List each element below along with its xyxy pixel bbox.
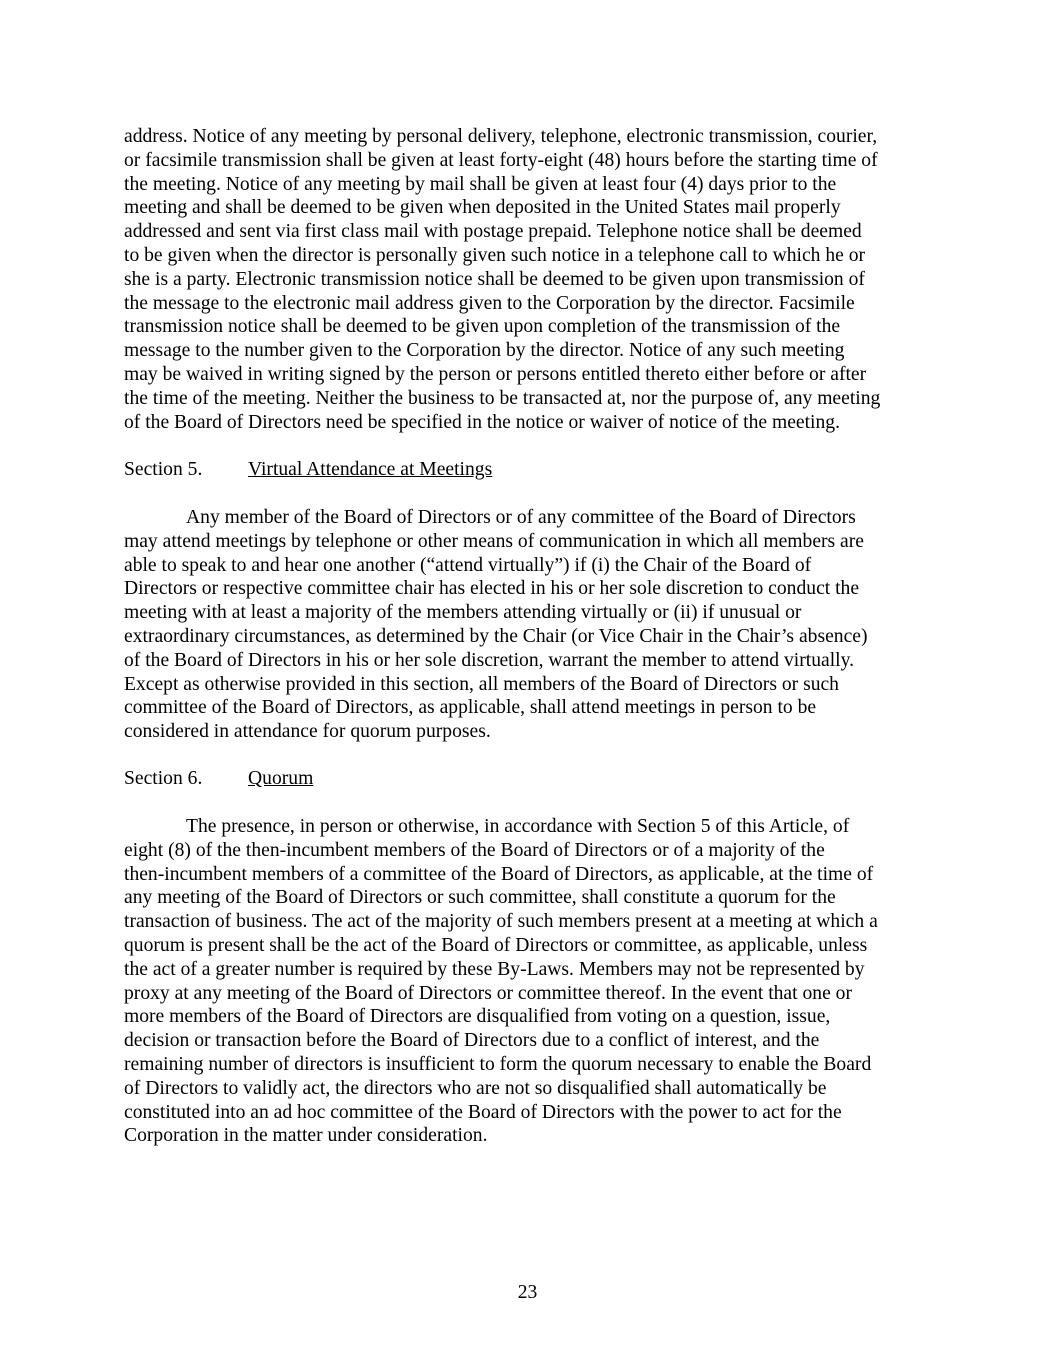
paragraph-line: meeting with at least a majority of the members attending virtually or (ii) if unusual or <box>124 602 802 624</box>
paragraph-line: may attend meetings by telephone or other means of communication in which all members are <box>124 530 864 552</box>
paragraph-line: transmission notice shall be deemed to be given upon completion of the transmission of the <box>124 316 841 338</box>
paragraph-line: more members of the Board of Directors are disqualified from voting on a question, issue, <box>124 1006 831 1028</box>
paragraph-line: may be waived in writing signed by the person or persons entitled thereto either before or after <box>124 363 867 385</box>
paragraph-line: Corporation in the matter under consideration. <box>124 1125 488 1147</box>
paragraph-line: committee of the Board of Directors, as applicable, shall attend meetings in person to be <box>124 697 817 719</box>
paragraph-line: Any member of the Board of Directors or of any committee of the Board of Directors <box>186 507 856 528</box>
paragraph-line: Except as otherwise provided in this section, all members of the Board of Directors or such <box>124 673 839 695</box>
paragraph-line: of the Board of Directors in his or her sole discretion, warrant the member to attend virtually. <box>124 649 855 671</box>
paragraph-line: extraordinary circumstances, as determined by the Chair (or Vice Chair in the Chair’s absence) <box>124 625 868 647</box>
paragraph-line: Directors or respective committee chair has elected in his or her sole discretion to conduct the <box>124 578 860 600</box>
paragraph-line: of Directors to validly act, the directors who are not so disqualified shall automatically be <box>124 1077 827 1099</box>
paragraph-line: decision or transaction before the Board of Directors due to a conflict of interest, and the <box>124 1030 820 1052</box>
paragraph-line: remaining number of directors is insufficient to form the quorum necessary to enable the Board <box>124 1053 872 1075</box>
paragraph-line: eight (8) of the then-incumbent members of the Board of Directors or of a majority of the <box>124 839 825 861</box>
paragraph-quorum <box>124 815 934 1148</box>
paragraph-line: constituted into an ad hoc committee of the Board of Directors with the power to act for the <box>124 1101 842 1123</box>
paragraph-line: considered in attendance for quorum purposes. <box>124 721 491 743</box>
paragraph-line: or facsimile transmission shall be given at least forty-eight (48) hours before the starting time of <box>124 149 878 171</box>
paragraph-virtual-attendance <box>124 506 934 744</box>
paragraph-line: any meeting of the Board of Directors or such committee, shall constitute a quorum for the <box>124 887 836 909</box>
paragraph-line: address. Notice of any meeting by personal delivery, telephone, electronic transmission, courier, <box>124 126 878 147</box>
paragraph-line: to be given when the director is personally given such notice in a telephone call to which he or <box>124 244 866 266</box>
paragraph-line: meeting and shall be deemed to be given when deposited in the United States mail properly <box>124 197 841 219</box>
section-number: Section 6. <box>124 768 203 789</box>
paragraph-line: the meeting. Notice of any meeting by mail shall be given at least four (4) days prior to the <box>124 173 837 195</box>
paragraph-line: able to speak to and hear one another (“attend virtually”) if (i) the Chair of the Board of <box>124 554 812 576</box>
section-5-heading <box>124 458 492 482</box>
paragraph-line: transaction of business. The act of the majority of such members present at a meeting at which a <box>124 911 878 933</box>
section-number: Section 5. <box>124 459 203 480</box>
paragraph-line: the message to the electronic mail address given to the Corporation by the director. Facsimile <box>124 292 855 314</box>
paragraph-notice-of-meetings <box>124 125 934 434</box>
paragraph-line: addressed and sent via first class mail with postage prepaid. Telephone notice shall be deemed <box>124 221 862 243</box>
paragraph-line: of the Board of Directors need be specified in the notice or waiver of notice of the meeting. <box>124 411 840 433</box>
section-title: Quorum <box>248 768 314 789</box>
paragraph-line: she is a party. Electronic transmission notice shall be deemed to be given upon transmission of <box>124 268 865 290</box>
paragraph-line: quorum is present shall be the act of the Board of Directors or committee, as applicable, unless <box>124 934 868 956</box>
paragraph-line: the act of a greater number is required by these By-Laws. Members may not be represented by <box>124 958 865 980</box>
paragraph-line: the time of the meeting. Neither the business to be transacted at, nor the purpose of, any meeting <box>124 387 881 409</box>
section-title: Virtual Attendance at Meetings <box>248 459 493 480</box>
section-6-heading <box>124 767 313 791</box>
paragraph-line: then-incumbent members of a committee of the Board of Directors, as applicable, at the time of <box>124 863 874 885</box>
paragraph-line: The presence, in person or otherwise, in accordance with Section 5 of this Article, of <box>186 816 850 837</box>
paragraph-line: proxy at any meeting of the Board of Directors or committee thereof. In the event that one or <box>124 982 852 1004</box>
paragraph-line: message to the number given to the Corporation by the director. Notice of any such meeting <box>124 340 845 362</box>
page-number: 23 <box>517 1282 538 1303</box>
